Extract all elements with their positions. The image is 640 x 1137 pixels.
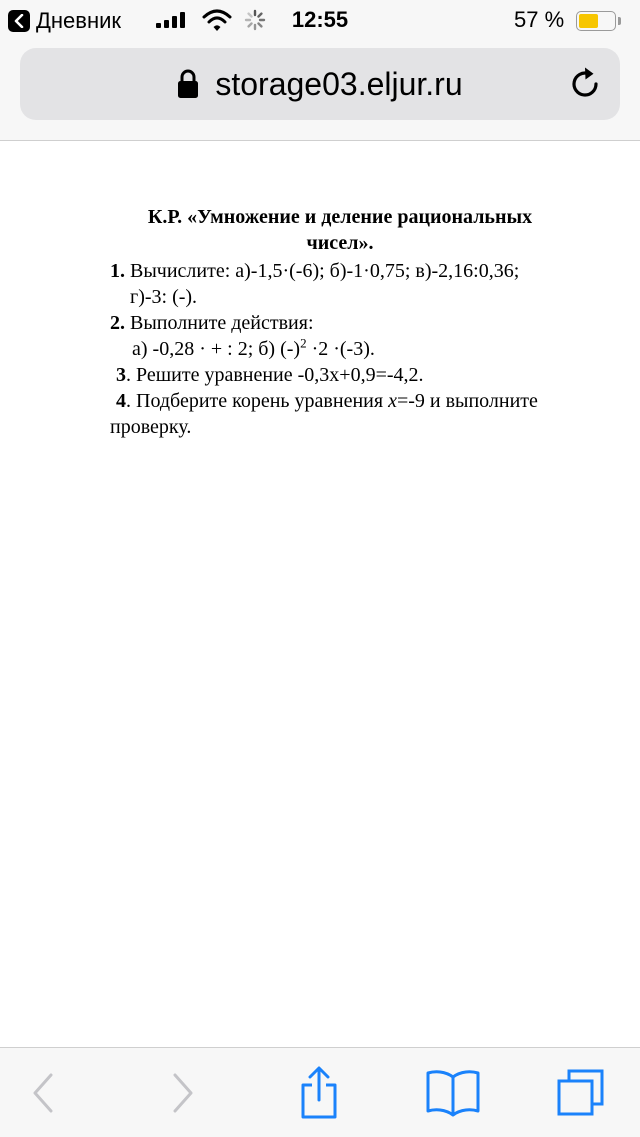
task-2-expression-a: а) -0,28 · + : 2; б) (-)	[132, 338, 301, 360]
battery-icon	[576, 11, 620, 31]
bottom-toolbar	[0, 1047, 640, 1137]
task-2-expression-b: ·2 ·(-3).	[306, 338, 375, 360]
task-3-number: 3	[116, 364, 126, 386]
task-4-variable: x	[388, 390, 397, 412]
task-3	[110, 362, 600, 388]
forward-arrow-icon	[172, 1073, 194, 1113]
task-2-number: 2.	[110, 312, 125, 334]
task-2-text: Выполните действия:	[125, 312, 314, 334]
bookmarks-button[interactable]	[424, 1068, 482, 1118]
title-line-1: К.Р. «Умножение и деление рациональных	[147, 206, 533, 228]
reload-icon[interactable]	[566, 65, 604, 103]
browser-address-area	[0, 40, 640, 141]
back-app-label: Дневник	[36, 8, 122, 33]
task-4-line-2: проверку.	[110, 416, 192, 438]
task-1-number: 1.	[110, 260, 125, 282]
document-content	[110, 204, 600, 440]
battery-percent: 57 %	[514, 7, 565, 32]
tabs-icon	[556, 1068, 606, 1118]
task-4-number: 4	[116, 390, 126, 412]
bookmarks-icon	[425, 1069, 481, 1117]
title-line-2: чисел».	[306, 232, 374, 254]
task-4	[110, 388, 600, 440]
lock-icon	[177, 69, 199, 99]
url-text: storage03.eljur.ru	[215, 65, 463, 102]
status-time: 12:55	[291, 7, 349, 32]
task-4-text-a: . Подберите корень уравнения	[126, 390, 389, 412]
back-arrow-icon	[32, 1073, 54, 1113]
back-button[interactable]	[18, 1068, 68, 1118]
task-1-line-2: г)-3: (-).	[130, 286, 198, 308]
status-bar	[0, 0, 640, 40]
task-3-text: . Решите уравнение -0,3х+0,9=-4,2.	[126, 364, 424, 386]
task-2-exponent: 2	[300, 335, 307, 351]
address-bar[interactable]	[20, 48, 620, 120]
forward-button[interactable]	[158, 1068, 208, 1118]
share-icon	[297, 1066, 341, 1120]
tabs-button[interactable]	[556, 1068, 606, 1118]
document-title	[110, 204, 570, 256]
task-1	[110, 258, 600, 310]
task-4-text-b: =-9 и выполните	[396, 390, 538, 412]
task-2-line-2	[110, 336, 600, 362]
task-1-text: Вычислите: а)-1,5·(-6); б)-1·0,75; в)-2,16:0,36;	[125, 260, 520, 282]
task-2	[110, 310, 600, 362]
share-button[interactable]	[294, 1068, 344, 1118]
